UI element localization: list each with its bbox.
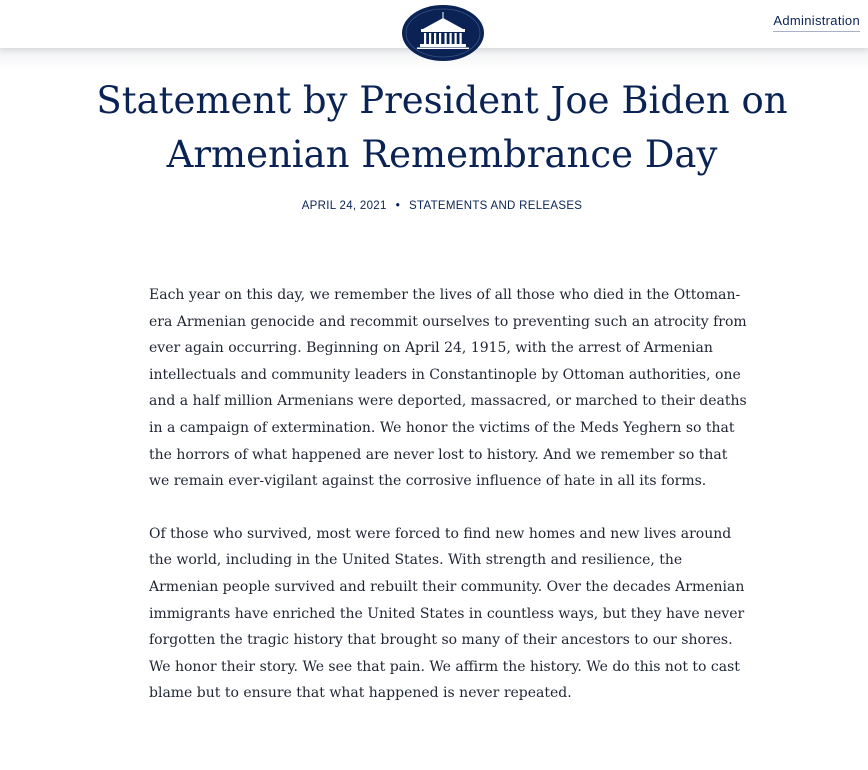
meta-separator: • (395, 200, 401, 212)
white-house-seal-icon (401, 5, 485, 63)
nav-link-administration[interactable]: Administration (773, 13, 860, 32)
article-date[interactable]: APRIL 24, 2021 (301, 200, 387, 212)
page-title: Statement by President Joe Biden on Armenian Remembrance Day (96, 79, 788, 176)
white-house-logo[interactable] (401, 5, 485, 63)
article-category-link[interactable]: STATEMENTS AND RELEASES (409, 200, 583, 212)
paragraph-2: Of those who survived, most were forced to find new homes and new lives around the world, including in the United States. With strength and resilience, the Armenian people survived and rebuilt their community. Over the decades Armenian immigrants have enriched the United States in countless ways, but they have never forgotten the tragic history that brought so many of their ancestors to our shores. We honor their story. We see that pain. We affirm the history. We do this not to cast blame but to ensure that what happened is never repeated. (149, 525, 745, 702)
article-meta (0, 200, 868, 212)
article-body (149, 282, 749, 733)
paragraph-1: Each year on this day, we remember the lives of all those who died in the Ottoman-era Armenian genocide and recommit ourselves to preventing such an atrocity from ever again occurring. Beginning on April 24, 1915, with the arrest of Armenian intellectuals and community leaders in Constantinople by Ottoman authorities, one and a half million Armenians were deported, massacred, or marched to their deaths in a campaign of extermination. We honor the victims of the Meds Yeghern so that the horrors of what happened are never lost to history. And we remember so that we remain ever-vigilant against the corrosive influence of hate in all its forms. (149, 287, 747, 490)
